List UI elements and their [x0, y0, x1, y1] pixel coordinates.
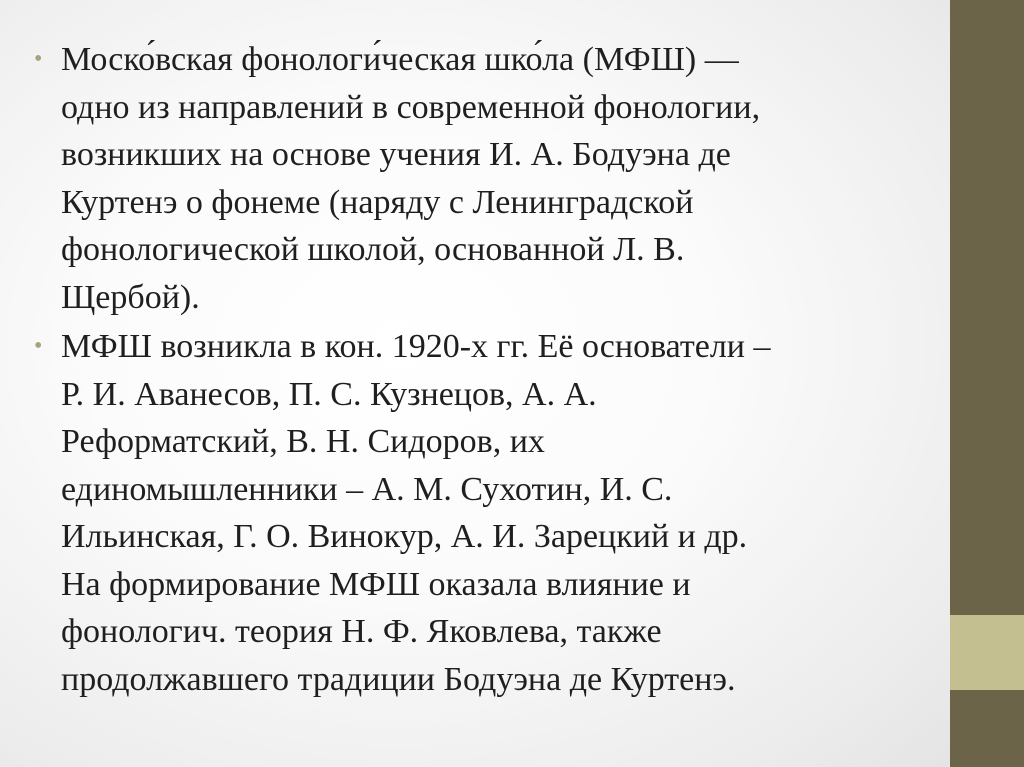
text-line: продолжавшего традиции Бодуэна де Куртенэ.: [61, 660, 736, 698]
text-line: На формирование МФШ оказала влияние и: [61, 565, 691, 603]
bullet-icon: •: [34, 333, 43, 359]
bullet-item-2: [34, 323, 914, 703]
text-line: единомышленники – А. М. Сухотин, И. С.: [61, 470, 673, 508]
text-line: Реформатский, В. Н. Сидоров, их: [61, 423, 545, 460]
text-line: фонологической школой, основанной Л. В.: [61, 231, 685, 268]
text-line: МФШ возникла в кон. 1920-х гг. Её основатели –: [61, 328, 771, 365]
bullet-icon: •: [34, 46, 43, 72]
text-line: возникших на основе учения И. А. Бодуэна де: [61, 136, 731, 173]
slide-content: [34, 36, 914, 705]
text-line: Р. И. Аванесов, П. С. Кузнецов, А. А.: [61, 375, 597, 413]
bullet-item-1: [34, 36, 914, 321]
text-line: Куртенэ о фонеме (наряду с Ленинградской: [61, 183, 694, 221]
sidebar-accent-block: [950, 615, 1024, 690]
text-line: Ильинская, Г. О. Винокур, А. И. Зарецкий и др.: [61, 518, 748, 555]
text-line: Моско́вская фонологи́ческая шко́ла (МФШ) —: [61, 41, 739, 78]
text-line: одно из направлений в современной фонологии,: [61, 88, 761, 126]
text-line: фонологич. теория Н. Ф. Яковлева, также: [61, 613, 662, 650]
text-line: Щербой).: [61, 278, 200, 316]
